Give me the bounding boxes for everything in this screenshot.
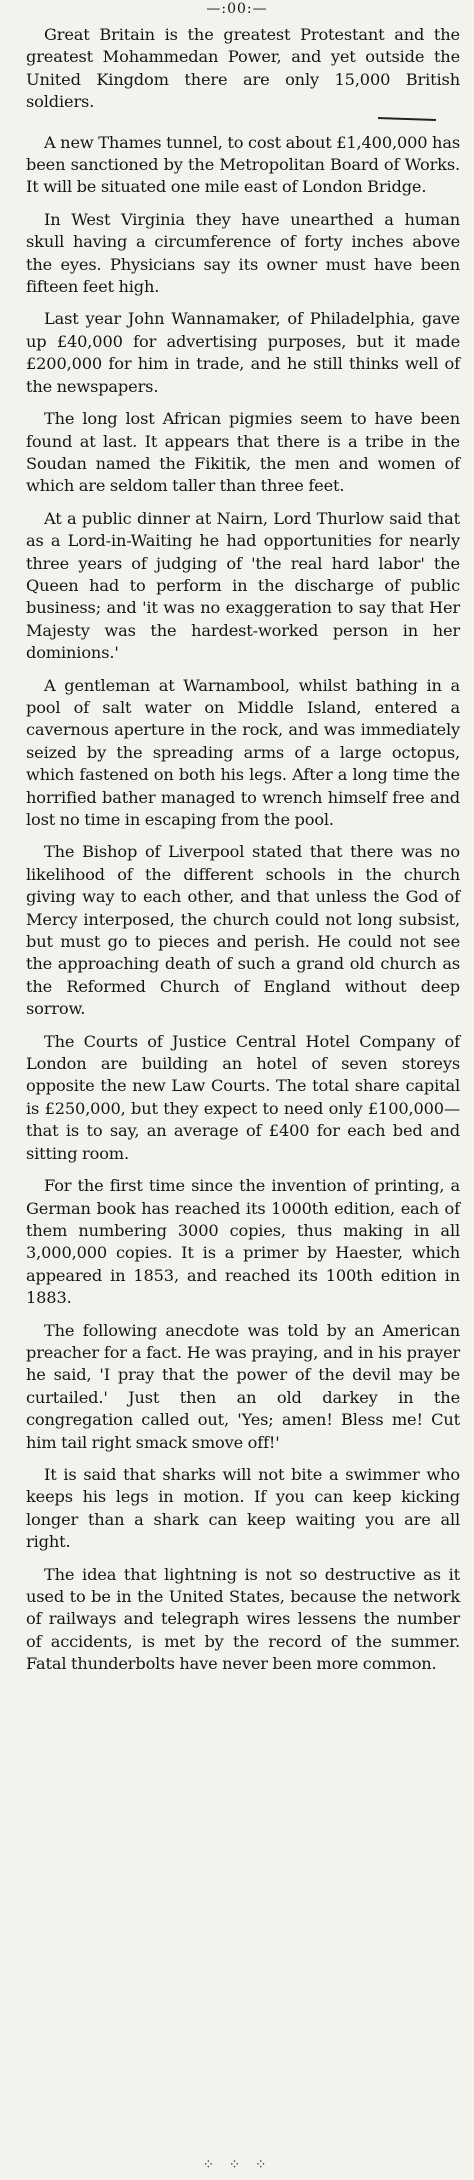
- article-lightning: The idea that lightning is not so destructive as it used to be in the United States, because the network of railways and telegraph wires lessens the number of accidents, is met by the record of the summer. Fatal thunderbolts have never been more common.: [26, 1564, 460, 1674]
- article-american-preacher: The following anecdote was told by an American preacher for a fact. He was praying, and in his prayer he said, 'I pray that the power of the devil may be curtailed.' Just then an old darkey in the congregation called out, 'Yes; amen! Bless me! Cut him tail right smack smove off!': [26, 1320, 460, 1452]
- article-lord-thurlow: At a public dinner at Nairn, Lord Thurlow said that as a Lord-in-Waiting he had opportunities for nearly three years of judging of 'the real hard labor' the Queen had to perform in the discharge of public business; and 'it was no exaggeration to say that Her Majesty was the hardest-worked person in her dominions.': [26, 508, 460, 663]
- article-sharks: It is said that sharks will not bite a swimmer who keeps his legs in motion. If you can keep kicking longer than a shark can keep waiting you are all right.: [26, 1464, 460, 1552]
- article-wannamaker-advertising: Last year John Wannamaker, of Philadelphia, gave up £40,000 for advertising purposes, but it made £200,000 for him in trade, and he still thinks well of the newspapers.: [26, 309, 460, 396]
- article-bishop-liverpool: The Bishop of Liverpool stated that there was no likelihood of the different schools in the church giving way to each other, and that unless the God of Mercy interposed, the church could not long subsist, but must go to pieces and perish. He could not see the approaching death of such a grand old church as the Reformed Church of England without deep sorrow.: [26, 842, 460, 1019]
- article-west-virginia-skull: In West Virginia they have unearthed a human skull having a circumference of forty inches above the eyes. Physicians say its owner must have been fifteen feet high.: [26, 209, 460, 297]
- news-column: [26, 24, 460, 1686]
- article-german-book: For the first time since the invention of printing, a German book has reached its 1000th edition, each of them numbering 3000 copies, thus making in all 3,000,000 copies. It is a primer by Haester, which appeared in 1853, and reached its 100th edition in 1883.: [26, 1176, 460, 1308]
- bottom-ornament-mark: ⁘ ⁘ ⁘: [202, 2157, 272, 2173]
- top-ornament: —:00:—: [206, 1, 268, 17]
- article-african-pigmies: The long lost African pigmies seem to have been found at last. It appears that there is a tribe in the Soudan named the Fikitik, the men and women of which are seldom taller than three feet.: [26, 409, 460, 496]
- article-thames-tunnel: A new Thames tunnel, to cost about £1,400,000 has been sanctioned by the Metropolitan Board of Works. It will be situated one mile east of London Bridge.: [26, 132, 460, 197]
- article-courts-hotel: The Courts of Justice Central Hotel Company of London are building an hotel of seven storeys opposite the new Law Courts. The total share capital is £250,000, but they expect to need only £100,000—that is to say, an average of £400 for each bed and sitting room.: [26, 1031, 460, 1163]
- article-warnambool-octopus: A gentleman at Warnambool, whilst bathing in a pool of salt water on Middle Island, entered a cavernous aperture in the rock, and was immediately seized by the spreading arms of a large octopus, which fastened on both his legs. After a long time the horrified bather managed to wrench himself free and lost no time in escaping from the pool.: [26, 675, 460, 829]
- underline-mark: [378, 117, 436, 121]
- article-british-soldiers: Great Britain is the greatest Protestant and the greatest Mohammedan Power, and yet outside the United Kingdom there are only 15,000 British soldiers.: [26, 25, 460, 112]
